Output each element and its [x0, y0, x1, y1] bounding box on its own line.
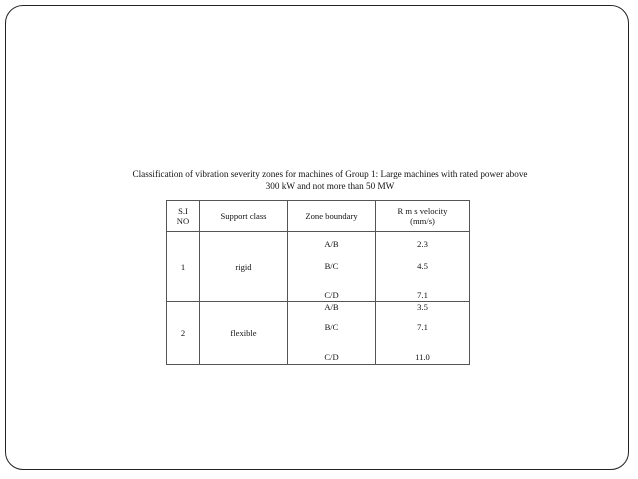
velocity-cell: 11.0 [376, 338, 470, 365]
caption-line-1: Classification of vibration severity zones for machines of Group 1: Large machines with rated power above [132, 169, 528, 179]
header-rms-velocity: R m s velocity (mm/s) [376, 201, 470, 232]
zone-cell: A/B [288, 232, 376, 256]
support-class-cell: rigid [200, 232, 288, 302]
zone-cell: C/D [288, 338, 376, 365]
header-row [167, 201, 470, 232]
velocity-cell: 7.1 [376, 277, 470, 302]
support-class-cell: flexible [200, 302, 288, 365]
vibration-zones-table [166, 200, 470, 365]
sno-cell: 2 [167, 302, 200, 365]
sno-cell: 1 [167, 232, 200, 302]
zone-cell: C/D [288, 277, 376, 302]
zone-cell: B/C [288, 316, 376, 338]
velocity-cell: 4.5 [376, 255, 470, 277]
table-caption [100, 168, 560, 192]
header-sno: S.I NO [167, 201, 200, 232]
velocity-cell: 7.1 [376, 316, 470, 338]
zone-cell: A/B [288, 302, 376, 317]
table-row [167, 302, 470, 317]
caption-line-2: 300 kW and not more than 50 MW [265, 181, 395, 191]
velocity-cell: 2.3 [376, 232, 470, 256]
zone-cell: B/C [288, 255, 376, 277]
header-zone-boundary: Zone boundary [288, 201, 376, 232]
velocity-cell: 3.5 [376, 302, 470, 317]
table-row [167, 232, 470, 256]
header-support-class: Support class [200, 201, 288, 232]
